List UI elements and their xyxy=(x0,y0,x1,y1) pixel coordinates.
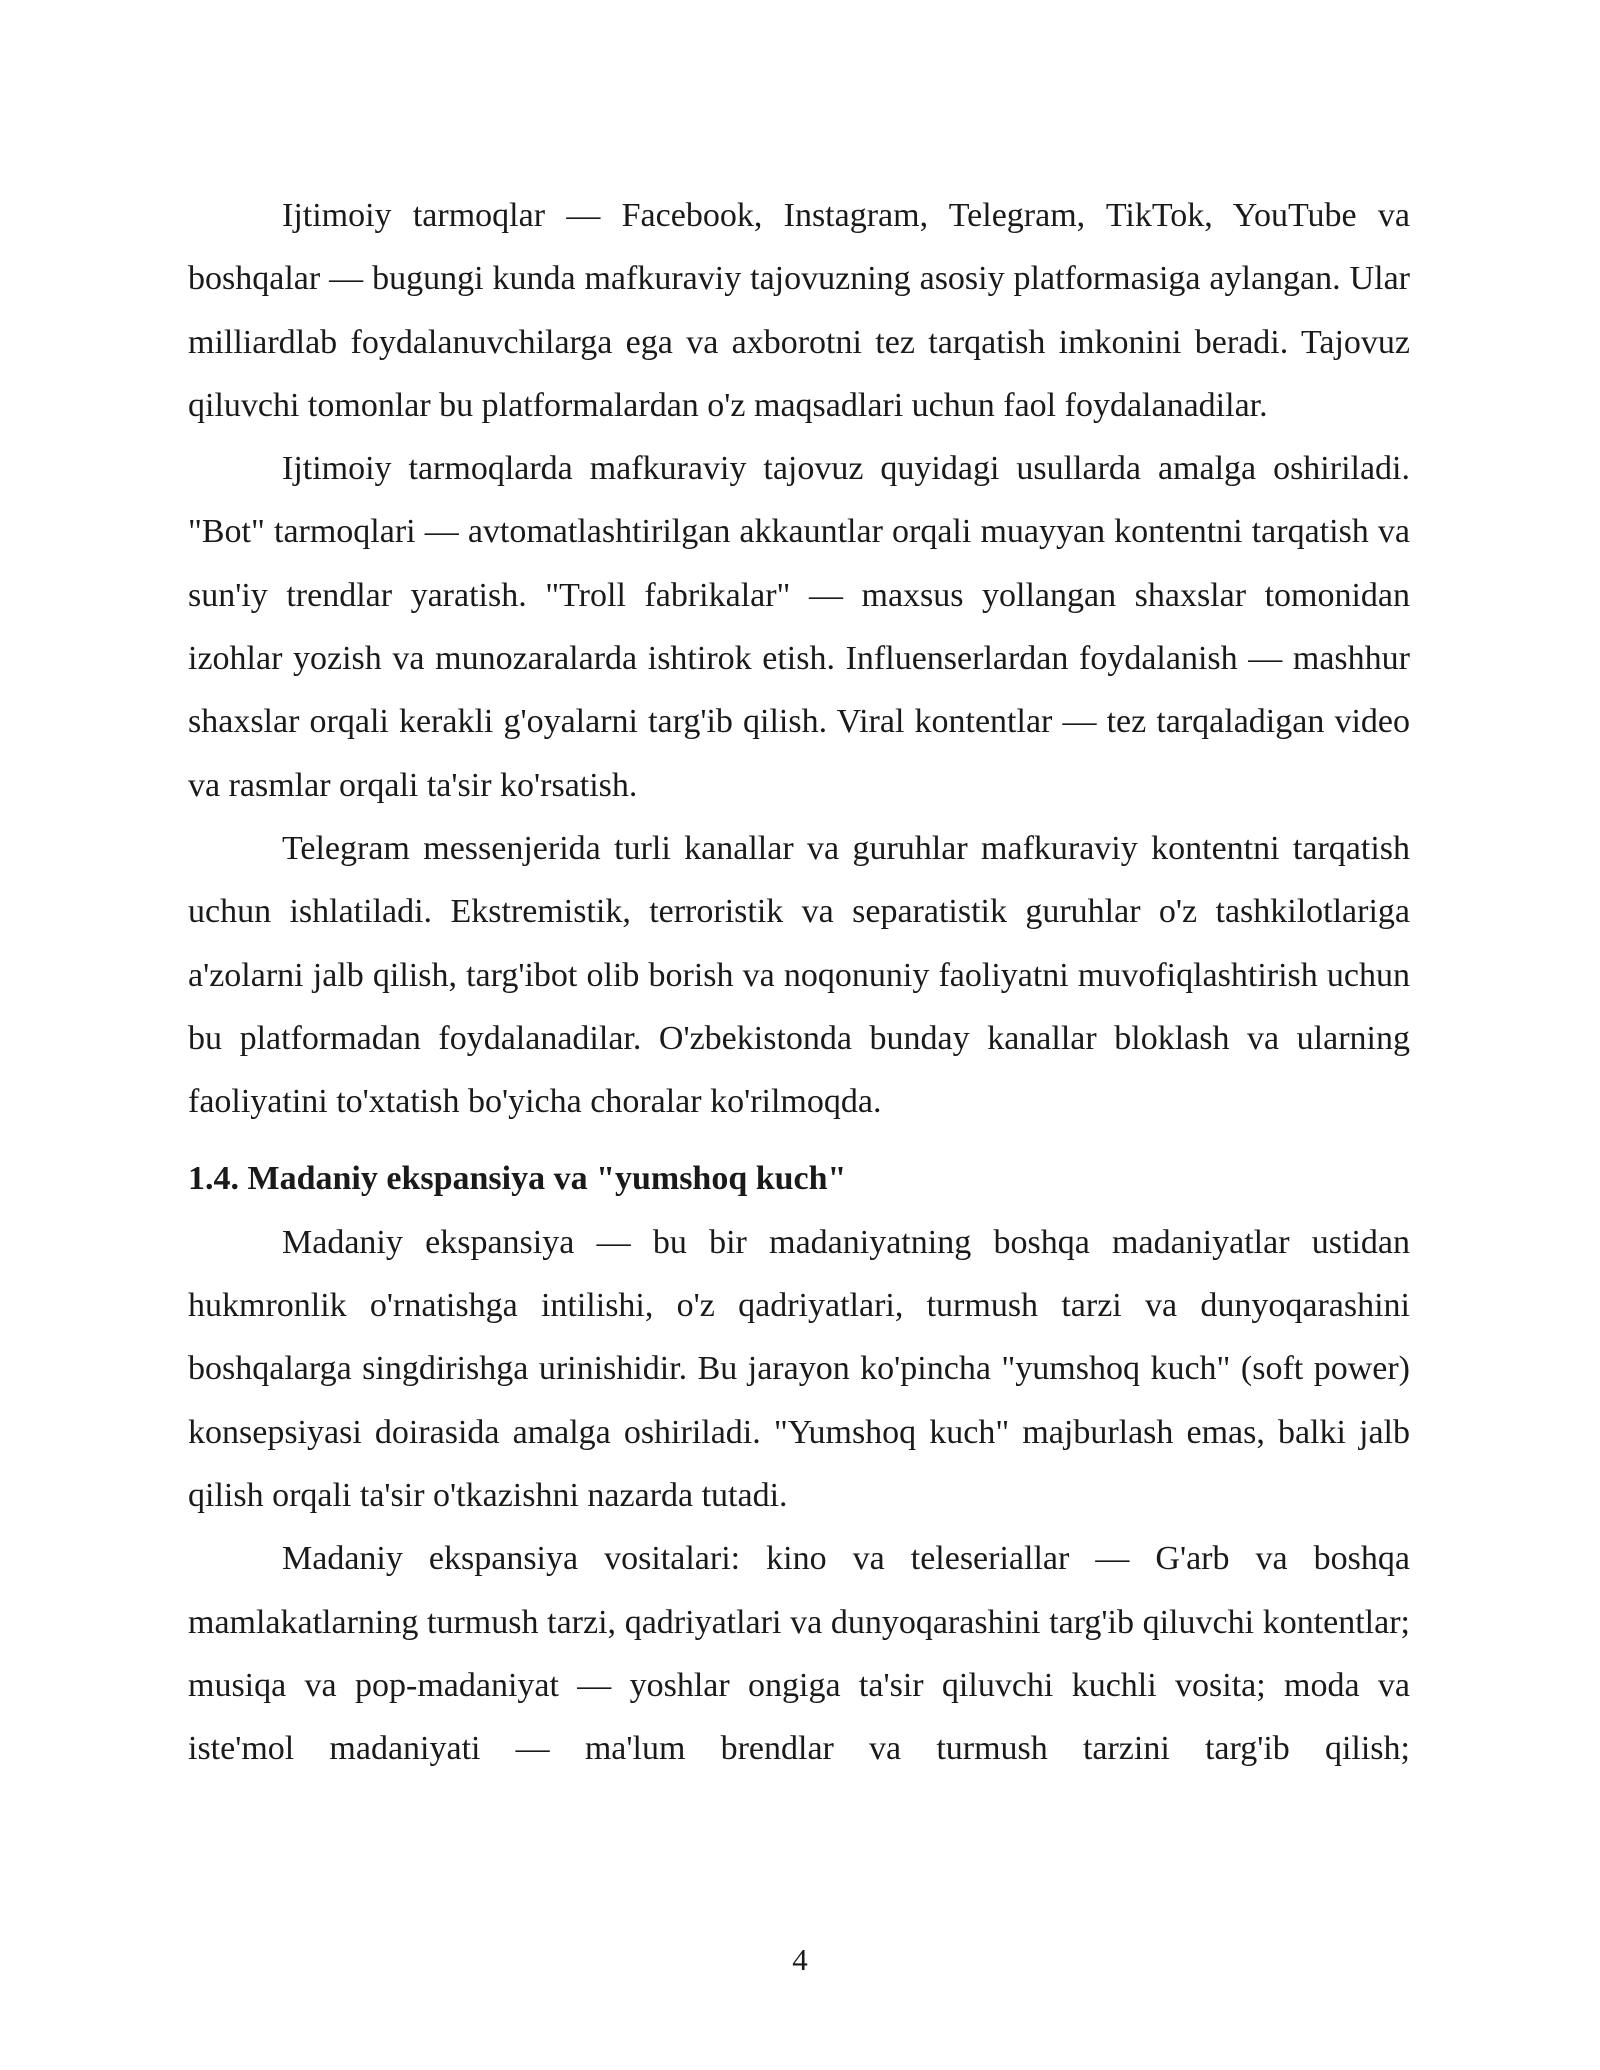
section-heading: 1.4. Madaniy ekspansiya va "yumshoq kuch" xyxy=(188,1160,847,1198)
paragraph-social-networks: Ijtimoiy tarmoqlar — Facebook, Instagram, Telegram, TikTok, YouTube va boshqalar — bugungi kunda mafkuraviy tajovuzning asosiy platformasiga aylangan. Ular milliardlab foydalanuvchilarga ega va axborotni tez tarqatish imkonini beradi. Tajovuz qiluvchi tomonlar bu platformalardan o'z maqsadlari uchun faol foydalanadilar. xyxy=(188,197,1410,424)
page-body xyxy=(188,184,1410,1780)
paragraph-aggression-methods: Ijtimoiy tarmoqlarda mafkuraviy tajovuz quyidagi usullarda amalga oshiriladi. "Bot" tarmoqlari — avtomatlashtirilgan akkauntlar orqali muayyan kontentni tarqatish va sun'iy trendlar yaratish. "Troll fabrikalar" — maxsus yollangan shaxslar tomonidan izohlar yozish va munozaralarda ishtirok etish. Influenserlardan foydalanish — mashhur shaxslar orqali kerakli g'oyalarni targ'ib qilish. Viral kontentlar — tez tarqaladigan video va rasmlar orqali ta'sir ko'rsatish. xyxy=(188,450,1410,804)
paragraph-telegram: Telegram messenjerida turli kanallar va guruhlar mafkuraviy kontentni tarqatish uchun ishlatiladi. Ekstremistik, terroristik va separatistik guruhlar o'z tashkilotlariga a'zolarni jalb qilish, targ'ibot olib borish va noqonuniy faoliyatni muvofiqlashtirish uchun bu platformadan foydalanadilar. O'zbekistonda bunday kanallar bloklash va ularning faoliyatini to'xtatish bo'yicha choralar ko'rilmoqda. xyxy=(188,829,1410,1121)
paragraph-cultural-expansion: Madaniy ekspansiya — bu bir madaniyatning boshqa madaniyatlar ustidan hukmronlik o'rnatishga intilishi, o'z qadriyatlari, turmush tarzi va dunyoqarashini boshqalarga singdirishga urinishidir. Bu jarayon ko'pincha "yumshoq kuch" (soft power) konsepsiyasi doirasida amalga oshiriladi. "Yumshoq kuch" majburlash emas, balki jalb qilish orqali ta'sir o'tkazishni nazarda tutadi. xyxy=(188,1223,1410,1514)
paragraph-expansion-tools: Madaniy ekspansiya vositalari: kino va teleseriallar — G'arb va boshqa mamlakatlarning turmush tarzi, qadriyatlari va dunyoqarashini targ'ib qiluvchi kontentlar; musiqa va pop-madaniyat — yoshlar ongiga ta'sir qiluvchi kuchli vosita; moda va iste'mol madaniyati — ma'lum brendlar va turmush tarzini targ'ib qilish; xyxy=(188,1540,1410,1768)
page-number: 4 xyxy=(792,1942,808,1977)
